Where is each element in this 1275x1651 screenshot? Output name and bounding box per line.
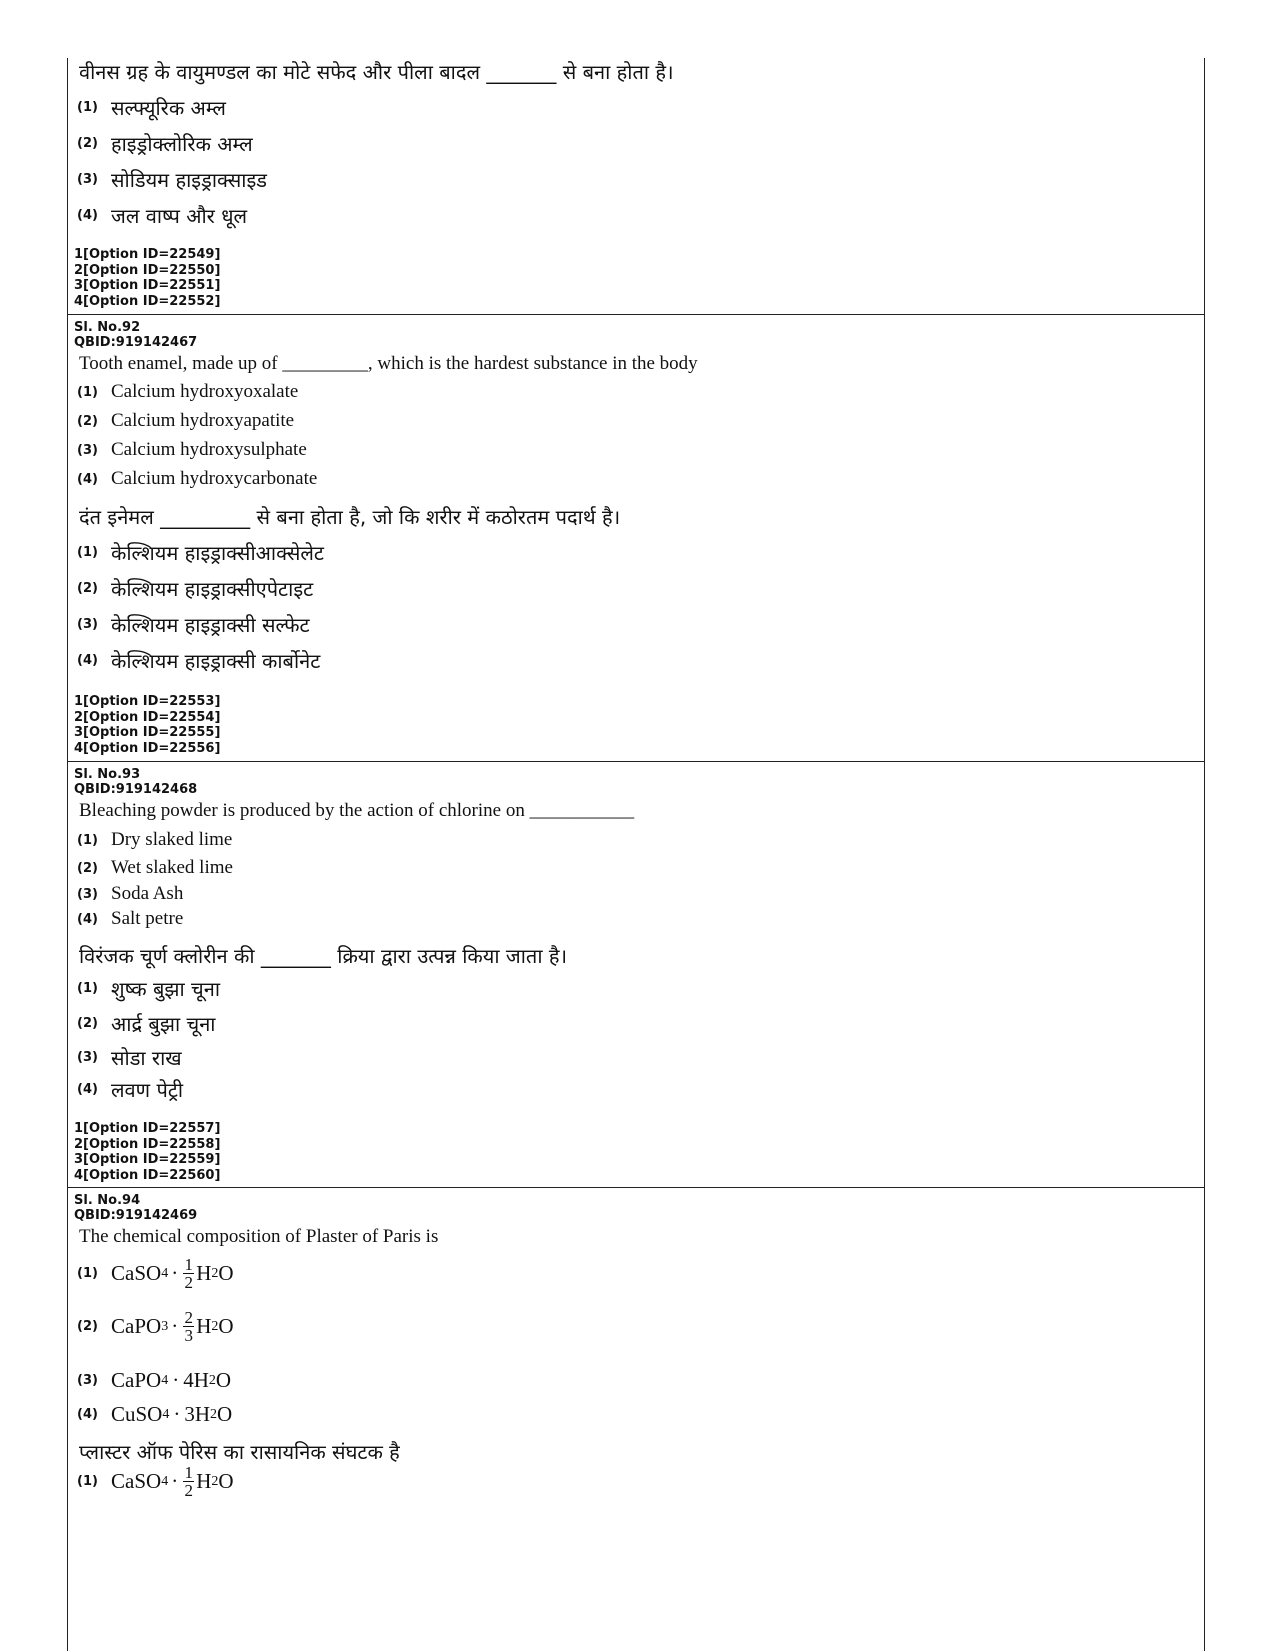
option-number: (3) xyxy=(77,442,98,458)
option-text: शुष्क बुझा चूना xyxy=(111,977,221,1001)
serial-number: Sl. No.92 xyxy=(74,320,141,335)
option-number: (4) xyxy=(77,208,98,223)
option-1 xyxy=(77,94,226,121)
option-number: (3) xyxy=(77,617,98,632)
option-number: (1) xyxy=(77,100,98,115)
option-2 xyxy=(77,575,313,602)
option-3 xyxy=(77,611,310,638)
option-number: (4) xyxy=(77,1082,98,1097)
option-id: 2[Option ID=22554] xyxy=(74,709,221,725)
option-text: केल्शियम हाइड्राक्सीआक्सेलेट xyxy=(111,541,325,565)
option-id: 1[Option ID=22557] xyxy=(74,1121,221,1136)
option-text: Calcium hydroxyoxalate xyxy=(111,381,299,402)
option-id: 1[Option ID=22549] xyxy=(74,247,221,262)
option-number: (1) xyxy=(77,832,98,848)
option-number: (2) xyxy=(77,136,98,151)
option-4 xyxy=(77,202,247,229)
chemical-formula: CaPO 3 · $\frac{2}{3}$ H 2 O xyxy=(111,1308,234,1345)
option-number: (2) xyxy=(77,413,98,429)
question-text-hindi: वीनस ग्रह के वायुमण्डल का मोटे सफेद और पीला बादल _______ से बना होता है। xyxy=(79,60,674,84)
serial-number: Sl. No.93 xyxy=(74,767,141,782)
option-3 xyxy=(77,1044,182,1071)
option-id-list xyxy=(68,694,220,756)
option-4 xyxy=(77,908,183,930)
option-number: (3) xyxy=(77,172,98,187)
option-text: आर्द्र बुझा चूना xyxy=(111,1012,216,1036)
option-3 xyxy=(77,883,183,905)
option-number: (4) xyxy=(77,1407,98,1422)
option-number: (2) xyxy=(77,860,98,876)
option-text: Calcium hydroxysulphate xyxy=(111,439,307,460)
option-text: सोडा राख xyxy=(111,1046,182,1070)
option-id: 3[Option ID=22551] xyxy=(74,278,221,293)
option-text: Dry slaked lime xyxy=(111,829,233,850)
fraction: $\frac{2}{3}$ xyxy=(184,1308,193,1345)
option-number: (4) xyxy=(77,471,98,487)
option-number: (1) xyxy=(77,1474,98,1489)
option-id-list xyxy=(68,1121,220,1183)
fraction: $\frac{1}{2}$ xyxy=(184,1255,193,1292)
option-id: 3[Option ID=22559] xyxy=(74,1152,221,1167)
option-text: केल्शियम हाइड्राक्सी कार्बोनेट xyxy=(111,649,321,673)
question-text-hindi: विरंजक चूर्ण क्लोरीन की _______ क्रिया द्वारा उत्पन्न किया जाता है। xyxy=(79,944,568,968)
question-text-hindi: प्लास्टर ऑफ पेरिस का रासायनिक संघटक है xyxy=(79,1440,400,1464)
option-number: (4) xyxy=(77,653,98,668)
option-number: (1) xyxy=(77,981,98,996)
option-id: 1[Option ID=22553] xyxy=(74,694,221,709)
option-number: (1) xyxy=(77,545,98,560)
qbid: QBID:919142469 xyxy=(74,1208,198,1223)
question-text-english: The chemical composition of Plaster of Paris is xyxy=(79,1226,439,1247)
option-number: (3) xyxy=(77,886,98,902)
option-4 xyxy=(77,468,317,490)
option-text: Calcium hydroxyapatite xyxy=(111,410,295,431)
chemical-formula: CaSO 4 · $\frac{1}{2}$ H 2 O xyxy=(111,1463,234,1500)
qbid: QBID:919142468 xyxy=(74,782,198,797)
option-3 xyxy=(77,1368,231,1393)
option-id-list xyxy=(68,247,220,309)
qbid: QBID:919142467 xyxy=(74,335,198,350)
option-number: (1) xyxy=(77,384,98,400)
option-4 xyxy=(77,1076,183,1103)
option-text: सल्फ्यूरिक अम्ल xyxy=(111,96,226,120)
option-number: (1) xyxy=(77,1266,98,1281)
option-text: केल्शियम हाइड्राक्सीएपेटाइट xyxy=(111,577,314,601)
question-block-94 xyxy=(68,1188,1204,1651)
option-1 xyxy=(77,1256,234,1291)
option-1 xyxy=(77,1464,234,1499)
option-text: Calcium hydroxycarbonate xyxy=(111,468,318,489)
option-id: 4[Option ID=22552] xyxy=(74,293,221,309)
option-3 xyxy=(77,166,267,193)
chemical-formula: CuSO 4 · 3 H 2 O xyxy=(111,1402,233,1426)
serial-number: Sl. No.94 xyxy=(74,1193,141,1208)
question-block-92 xyxy=(68,315,1204,762)
question-paper-frame xyxy=(67,58,1205,1651)
option-id: 2[Option ID=22558] xyxy=(74,1136,221,1152)
option-number: (3) xyxy=(77,1050,98,1065)
option-number: (2) xyxy=(77,581,98,596)
option-text: लवण पेट्री xyxy=(111,1078,184,1102)
chemical-formula: CaPO 4 · 4 H 2 O xyxy=(111,1368,232,1392)
fraction: $\frac{1}{2}$ xyxy=(184,1463,193,1500)
option-text: Salt petre xyxy=(111,908,184,929)
question-block-93 xyxy=(68,762,1204,1188)
option-number: (3) xyxy=(77,1373,98,1388)
option-2 xyxy=(77,130,253,157)
question-block-91 xyxy=(68,58,1204,315)
question-text-english: Tooth enamel, made up of _________, which is the hardest substance in the body xyxy=(79,353,698,374)
option-1 xyxy=(77,975,220,1002)
option-2 xyxy=(77,1010,215,1037)
option-id: 3[Option ID=22555] xyxy=(74,725,221,740)
option-1 xyxy=(77,381,298,403)
option-number: (2) xyxy=(77,1319,98,1334)
option-text: Soda Ash xyxy=(111,883,184,904)
option-id: 4[Option ID=22556] xyxy=(74,740,221,756)
option-2 xyxy=(77,1309,234,1344)
option-1 xyxy=(77,539,324,566)
option-text: सोडियम हाइड्राक्साइड xyxy=(111,168,267,192)
option-text: Wet slaked lime xyxy=(111,857,233,878)
option-text: हाइड्रोक्लोरिक अम्ल xyxy=(111,132,253,156)
option-text: केल्शियम हाइड्राक्सी सल्फेट xyxy=(111,613,310,637)
option-number: (4) xyxy=(77,911,98,927)
option-id: 4[Option ID=22560] xyxy=(74,1167,221,1183)
option-2 xyxy=(77,857,233,879)
option-3 xyxy=(77,439,307,461)
question-text-hindi: दंत इनेमल _________ से बना होता है, जो कि शरीर में कठोरतम पदार्थ है। xyxy=(79,505,621,529)
option-1 xyxy=(77,829,232,851)
option-4 xyxy=(77,647,320,674)
option-number: (2) xyxy=(77,1016,98,1031)
option-4 xyxy=(77,1402,232,1427)
question-text-english: Bleaching powder is produced by the action of chlorine on ___________ xyxy=(79,800,635,821)
option-text: जल वाष्प और धूल xyxy=(111,204,248,228)
chemical-formula: CaSO 4 · $\frac{1}{2}$ H 2 O xyxy=(111,1255,234,1292)
option-2 xyxy=(77,410,294,432)
option-id: 2[Option ID=22550] xyxy=(74,262,221,278)
